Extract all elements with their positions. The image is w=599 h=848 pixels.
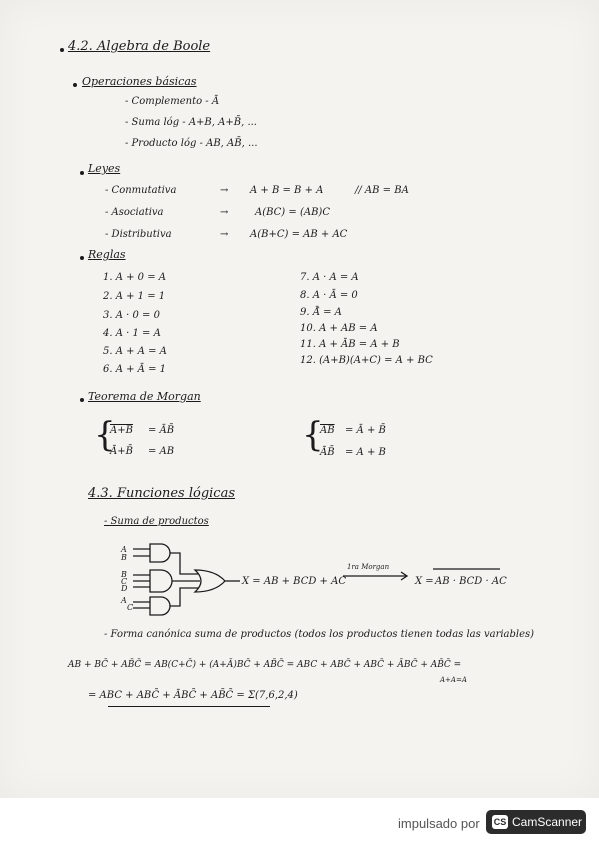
equation-2: = ABC + ABC̄ + ĀBC̄ + AB̄C̄ = Σ(7,6,2,4) (88, 690, 298, 701)
ley-expr: A(B+C) = AB + AC (250, 229, 348, 240)
morgan-lhs: A+B (110, 425, 133, 436)
section-43-title: 4.3. Funciones lógicas (88, 486, 236, 501)
section-42-title: 4.2. Algebra de Boole (68, 39, 211, 54)
morgan-rhs: = A + B (345, 447, 386, 458)
leyes-heading: Leyes (88, 162, 121, 175)
morgan-rhs: = ĀB̄ (148, 425, 175, 436)
regla: 11. A + ĀB = A + B (300, 339, 400, 350)
input-label: B (121, 570, 127, 579)
regla: 7. A · A = A (300, 272, 359, 283)
regla: 5. A + A = A (103, 346, 167, 357)
regla: 2. A + 1 = 1 (103, 291, 166, 302)
arrow: → (220, 207, 229, 218)
logic-circuit (115, 540, 535, 620)
morgan-rhs: = AB (148, 446, 175, 457)
ley-expr: A + B = B + A (250, 185, 324, 196)
regla: 1. A + 0 = A (103, 272, 166, 283)
input-label: D (121, 584, 128, 593)
morgan-arrow-label: 1ra Morgan (347, 563, 390, 571)
morgan-heading: Teorema de Morgan (88, 390, 201, 403)
result-prefix: X = (415, 576, 434, 587)
ley-note: // AB = BA (355, 185, 409, 196)
reglas-heading: Reglas (88, 248, 126, 261)
equation-1: AB + BC̄ + AB̄C̄ = AB(C+C̄) + (A+Ā)BC̄ + AB̄C̄ = ABC + ABC̄ + ABC̄ + ĀBC̄ + AB̄C̄ = (68, 660, 462, 670)
ley-name: - Conmutativa (105, 185, 177, 196)
operaciones-heading: Operaciones básicas (82, 75, 197, 88)
equation-1-note: A+A=A (440, 676, 467, 684)
box-underline (108, 706, 270, 707)
bullet (80, 256, 84, 260)
forma-canonica: - Forma canónica suma de productos (todos los productos tienen todas las variables) (104, 629, 535, 640)
regla: 10. A + AB = A (300, 323, 378, 334)
result-bar: AB · BCD · AC (435, 576, 507, 587)
morgan-lhs: ĀB̄ (320, 447, 335, 458)
morgan-lhs: Ā+B̄ (110, 446, 133, 457)
morgan-lhs: $\overline{AB}$ (320, 425, 335, 436)
input-label: A (121, 596, 127, 605)
operaciones-item: - Producto lóg - AB, AB̄, ... (125, 138, 258, 149)
camscanner-icon: CS (493, 817, 507, 827)
footer-label: impulsado por (398, 816, 480, 831)
left-brace: { (94, 415, 116, 455)
regla: 8. A · Ā = 0 (300, 290, 358, 301)
circuit-output: X = AB + BCD + AC (242, 576, 346, 587)
bullet (80, 398, 84, 402)
camscanner-brand: CamScanner (512, 815, 583, 829)
regla: 3. A · 0 = 0 (103, 310, 160, 321)
input-label: B (121, 553, 127, 562)
regla: 12. (A+B)(A+C) = A + BC (300, 355, 433, 366)
right-brace: { (302, 415, 324, 455)
morgan-rhs: = Ā + B̄ (345, 425, 386, 436)
ley-name: - Distributiva (105, 229, 172, 240)
suma-productos-heading: - Suma de productos (104, 516, 209, 527)
ley-expr: A(BC) = (AB)C (255, 207, 330, 218)
arrow: → (220, 229, 229, 240)
operaciones-item: - Complemento - Ā (125, 96, 220, 107)
arrow: → (220, 185, 229, 196)
regla: 9. Ā̄ = A (300, 307, 342, 318)
operaciones-item: - Suma lóg - A+B, A+B̄, ... (125, 117, 257, 128)
bullet (73, 83, 77, 87)
input-label: C (121, 577, 128, 586)
bullet (80, 171, 84, 175)
input-label: A (121, 545, 127, 554)
ley-name: - Asociativa (105, 207, 164, 218)
regla: 4. A · 1 = A (103, 328, 161, 339)
bullet (60, 48, 64, 52)
input-label: C (127, 603, 134, 612)
regla: 6. A + Ā = 1 (103, 364, 166, 375)
